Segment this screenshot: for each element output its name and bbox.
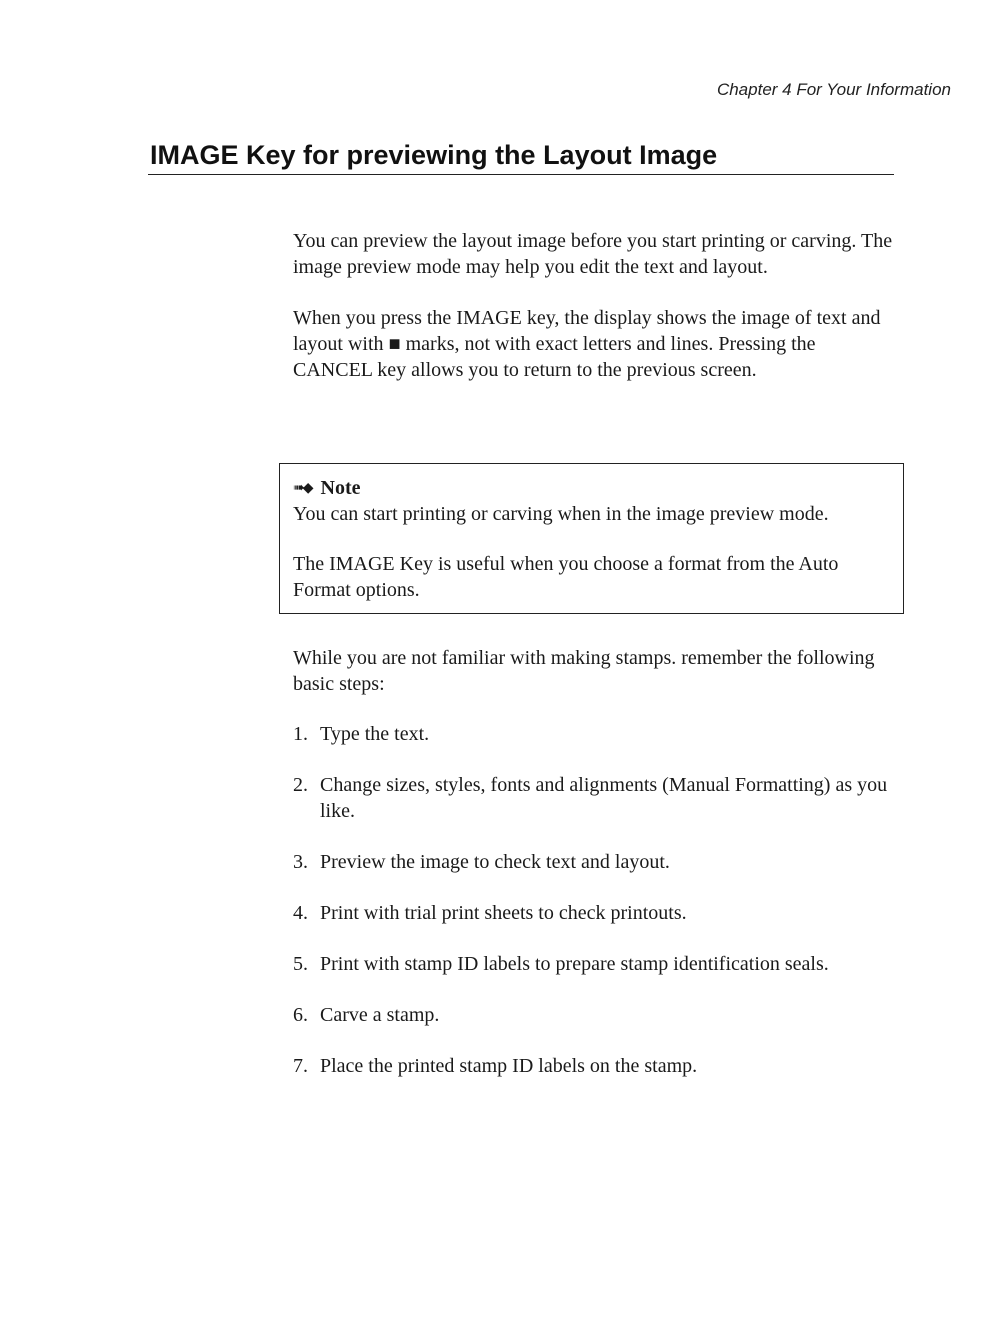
list-item bbox=[293, 951, 898, 977]
title-underline bbox=[148, 174, 894, 175]
step-text: Type the text. bbox=[320, 723, 430, 745]
step-number: 2. bbox=[293, 774, 308, 796]
note-arrow-icon: ➠◆ bbox=[293, 480, 312, 496]
step-text: Change sizes, styles, fonts and alignments (Manual Formatting) as you like. bbox=[320, 774, 888, 822]
step-number: 7. bbox=[293, 1055, 308, 1077]
steps-intro: While you are not familiar with making stamps. remember the following basic steps: bbox=[293, 647, 875, 695]
intro-section bbox=[293, 228, 893, 408]
note-paragraph-2: The IMAGE Key is useful when you choose a format from the Auto Format options. bbox=[293, 553, 839, 601]
list-item bbox=[293, 772, 898, 824]
section-title: IMAGE Key for previewing the Layout Image bbox=[150, 140, 718, 170]
step-text: Print with stamp ID labels to prepare stamp identification seals. bbox=[320, 953, 829, 975]
intro-paragraph-2: When you press the IMAGE key, the display shows the image of text and layout with ■ marks, not with exact letters and lines. Pressing the CANCEL key allows you to return to the previous screen. bbox=[293, 307, 881, 381]
list-item bbox=[293, 1053, 898, 1079]
list-item bbox=[293, 849, 898, 875]
step-number: 3. bbox=[293, 851, 308, 873]
step-number: 6. bbox=[293, 1004, 308, 1026]
step-number: 1. bbox=[293, 723, 308, 745]
step-number: 5. bbox=[293, 953, 308, 975]
intro-paragraph-1: You can preview the layout image before you start printing or carving. The image preview mode may help you edit the text and layout. bbox=[293, 230, 893, 278]
list-item bbox=[293, 900, 898, 926]
step-text: Place the printed stamp ID labels on the stamp. bbox=[320, 1055, 698, 1077]
note-paragraph-1: You can start printing or carving when in the image preview mode. bbox=[293, 503, 829, 525]
step-text: Preview the image to check text and layout. bbox=[320, 851, 670, 873]
note-label: Note bbox=[320, 477, 361, 499]
note-heading bbox=[293, 475, 889, 501]
list-item bbox=[293, 721, 898, 747]
list-item bbox=[293, 1002, 898, 1028]
step-text: Carve a stamp. bbox=[320, 1004, 440, 1026]
steps-list bbox=[293, 721, 898, 1104]
step-number: 4. bbox=[293, 902, 308, 924]
chapter-header: Chapter 4 For Your Information bbox=[716, 80, 951, 99]
note-box bbox=[279, 463, 904, 614]
step-text: Print with trial print sheets to check printouts. bbox=[320, 902, 687, 924]
